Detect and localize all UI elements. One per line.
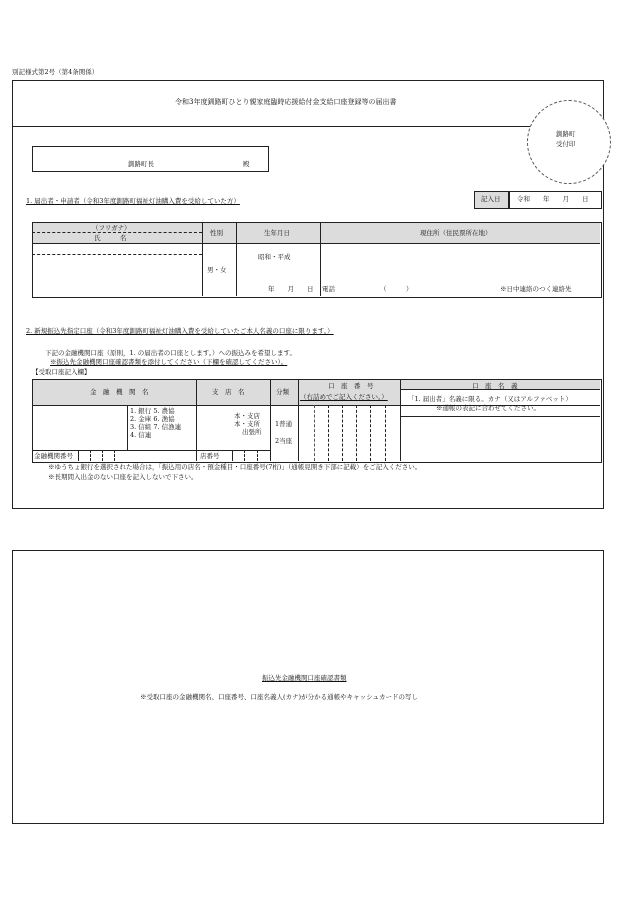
bank-name-field[interactable] [34, 407, 125, 449]
section2-attach-note: ※振込先金融機関口座確認書類を添付してください（下欄を確認してください）。 [50, 358, 288, 366]
bank-code-label: 金融機関番号 [34, 452, 73, 460]
attachment-area [12, 550, 604, 824]
phone-label: 電話 [322, 285, 335, 293]
attachment-title: 振込先金融機関口座確認書類 [262, 674, 347, 682]
stamp-label-receipt: 受付印 [556, 140, 576, 148]
col-account-holder: 口 座 名 義 [472, 382, 518, 390]
col-address: 現住所（住民票所在地） [420, 229, 492, 237]
form-title: 令和3年度釧路町ひとり親家庭臨時応援給付金支給口座登録等の届出書 [175, 98, 397, 106]
title-divider [12, 126, 532, 127]
bank-code-field[interactable] [79, 451, 126, 460]
entry-date-value: 令和 年 月 日 [517, 195, 589, 203]
section2-heading: 2. 新規振込先指定口座（令和3年度釧路町福祉灯油購入費を受給していたご本人名義の口座に限ります。） [26, 327, 334, 335]
bank-type-1[interactable]: 1. 銀行 5. 農協 [130, 407, 175, 415]
col-sex: 性別 [210, 229, 223, 237]
bank-type-4[interactable]: 4. 信連 [130, 431, 152, 439]
birth-era-options[interactable]: 昭和・平成 [258, 253, 291, 261]
dormant-account-note: ※長期間入出金のない口座を記入しないで下さい。 [48, 473, 198, 481]
branch-type-2[interactable]: 本・支所 [234, 420, 260, 428]
account-type-current[interactable]: 2当座 [275, 437, 293, 445]
stamp-label-town: 釧路町 [556, 130, 576, 138]
account-block-label: 【受取口座記入欄】 [32, 368, 91, 376]
branch-type-3[interactable]: 出張所 [242, 428, 262, 436]
attachment-note: ※受取口座の金融機関名、口座番号、口座名義人(カナ)が分かる通帳やキャッシュカードの写し [140, 693, 418, 701]
holder-note-2: ※通帳の表記に合わせてください。 [436, 404, 540, 412]
branch-code-label: 店番号 [200, 452, 220, 460]
furigana-field[interactable] [34, 245, 200, 253]
col-account-number-sub: （右詰めでご記入ください。） [300, 393, 388, 401]
col-name: 氏 名 [94, 234, 127, 242]
holder-note-1: 「1. 届出者」名義に限る。カナ（又はアルファベット） [408, 395, 572, 403]
address-field[interactable] [322, 245, 598, 281]
account-number-field[interactable] [300, 407, 398, 459]
phone-note: ※日中連絡のつく連絡先 [500, 285, 572, 293]
col-account-type: 分類 [276, 388, 289, 396]
phone-field[interactable]: （ ） [380, 285, 413, 293]
section2-instruction: 下記の金融機関口座（原則，1. の届出者の口座とします。）への振込みを希望します。 [45, 349, 296, 357]
account-holder-field[interactable] [402, 418, 598, 459]
date-label: 記入日 [481, 195, 501, 203]
section1-heading: 1. 届出者・申請者（令和3年度釧路町福祉灯油購入費を受給していた方） [26, 197, 240, 205]
branch-type-1[interactable]: 本・支店 [234, 412, 260, 420]
bank-type-3[interactable]: 3. 信組 7. 信漁連 [130, 423, 182, 431]
col-branch-name: 支 店 名 [212, 388, 245, 396]
sex-options[interactable]: 男・女 [207, 266, 227, 274]
col-furigana: （フリガナ） [92, 224, 131, 232]
yucho-note: ※ゆうちょ銀行を選択された場合は，「振込用の店名・預金種目・口座番号(7桁)」（通帳見開き下部に記載）をご記入ください。 [48, 463, 422, 471]
form-number: 別記様式第2号（第4条関係） [12, 68, 99, 76]
name-field[interactable] [34, 256, 200, 294]
addressee-name: 釧路町長 [128, 160, 154, 168]
addressee-suffix: 殿 [243, 160, 250, 168]
birth-ymd[interactable]: 年 月 日 [268, 285, 314, 293]
col-birthdate: 生年月日 [264, 229, 290, 237]
col-bank-name: 金 融 機 関 名 [90, 388, 149, 396]
branch-code-field[interactable] [233, 451, 269, 460]
bank-type-2[interactable]: 2. 金庫 6. 漁協 [130, 415, 175, 423]
account-type-ordinary[interactable]: 1普通 [275, 420, 293, 428]
col-account-number: 口 座 番 号 [328, 382, 374, 390]
